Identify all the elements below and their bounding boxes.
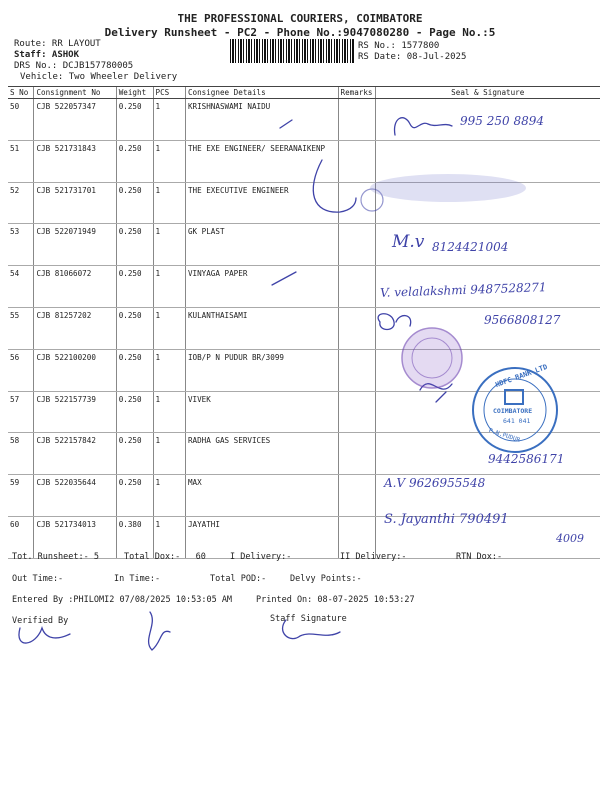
- cell-sno: 60: [8, 516, 34, 558]
- col-signature: Seal & Signature: [375, 87, 600, 99]
- tick-mark-row54: [272, 272, 296, 285]
- handwriting-row55: 9566808127: [484, 313, 561, 327]
- handwriting-row54: V. velalakshmi 9487528271: [379, 280, 547, 300]
- cell-consignee: JAYATHI: [185, 516, 338, 558]
- smudged-stamp-row52: [361, 174, 526, 211]
- staff-label: Staff: ASHOK: [14, 50, 80, 60]
- cell-consignee: IOB/P N PUDUR BR/3099: [185, 349, 338, 391]
- cell-pcs: 1: [153, 391, 185, 433]
- cell-pcs: 1: [153, 99, 185, 141]
- cell-pcs: 1: [153, 182, 185, 224]
- cell-sno: 58: [8, 433, 34, 475]
- cell-consignee: KRISHNASWAMI NAIDU: [185, 99, 338, 141]
- cell-consignee: MAX: [185, 475, 338, 517]
- stamp-top-text: HDFC BANK LTD: [494, 362, 549, 390]
- cell-consignee: THE EXE ENGINEER/ SEERANAIKENP: [185, 140, 338, 182]
- cell-weight: 0.250: [116, 182, 153, 224]
- cell-sno: 52: [8, 182, 34, 224]
- entered-by: Entered By :PHILOMI2 07/08/2025 10:53:05 AM: [12, 595, 233, 605]
- stamp-bottom-text: P.N.PUDUR: [487, 427, 521, 444]
- cell-pcs: 1: [153, 266, 185, 308]
- cell-consignment-no: CJB 522157739: [34, 391, 116, 433]
- cell-sno: 51: [8, 140, 34, 182]
- col-remarks: Remarks: [338, 87, 375, 99]
- cell-weight: 0.250: [116, 433, 153, 475]
- stamp-pin: 641 041: [503, 417, 531, 425]
- cell-pcs: 1: [153, 516, 185, 558]
- tick-mark-row50: [280, 120, 292, 128]
- cell-sno: 59: [8, 475, 34, 517]
- handwriting-row53-initials: M.v: [392, 232, 425, 252]
- col-sno: S No: [8, 87, 34, 99]
- cell-consignment-no: CJB 522100200: [34, 349, 116, 391]
- vehicle-label: Vehicle: Two Wheeler Delivery: [20, 72, 178, 82]
- cell-pcs: 1: [153, 224, 185, 266]
- cell-sno: 53: [8, 224, 34, 266]
- handwriting-row59: A.V 9626955548: [384, 476, 486, 490]
- handwriting-row50: 995 250 8894: [460, 114, 544, 128]
- cell-weight: 0.250: [116, 140, 153, 182]
- cell-sno: 54: [8, 266, 34, 308]
- cell-sno: 56: [8, 349, 34, 391]
- rs-number: RS No.: 1577800: [358, 41, 440, 51]
- cell-pcs: 1: [153, 140, 185, 182]
- company-title: THE PROFESSIONAL COURIERS, COIMBATORE: [177, 12, 423, 25]
- col-weight: Weight: [116, 87, 153, 99]
- cell-sno: 57: [8, 391, 34, 433]
- handwriting-row58: 9442586171: [488, 452, 565, 466]
- verified-by-label: Verified By: [12, 616, 69, 626]
- delivery-points: Delvy Points:-: [290, 574, 362, 584]
- cell-consignee: THE EXECUTIVE ENGINEER: [185, 182, 338, 224]
- cell-consignee: VIVEK: [185, 391, 338, 433]
- verified-signature-2: [149, 612, 170, 650]
- cell-consignment-no: CJB 81066072: [34, 266, 116, 308]
- runsheet-subtitle: Delivery Runsheet - PC2 - Phone No.:9047080280 - Page No.:5: [104, 26, 496, 39]
- cell-weight: 0.250: [116, 266, 153, 308]
- cell-consignment-no: CJB 521731701: [34, 182, 116, 224]
- i-delivery: I Delivery:-: [230, 552, 292, 562]
- out-time: Out Time:-: [12, 574, 64, 584]
- cell-consignment-no: CJB 521734013: [34, 516, 116, 558]
- cell-consignee: RADHA GAS SERVICES: [185, 433, 338, 475]
- col-consignment: Consignment No: [34, 87, 116, 99]
- cell-weight: 0.250: [116, 475, 153, 517]
- round-stamp-row56: [402, 328, 462, 388]
- signature-row50: [395, 118, 452, 135]
- cell-consignee: KULANTHAISAMI: [185, 307, 338, 349]
- handwriting-row53-phone: 8124421004: [432, 240, 509, 254]
- total-runsheet: Tot. Runsheet:- 5: [12, 552, 99, 562]
- cell-consignment-no: CJB 521731843: [34, 140, 116, 182]
- cell-consignee: GK PLAST: [185, 224, 338, 266]
- cell-pcs: 1: [153, 433, 185, 475]
- cell-consignment-no: CJB 522071949: [34, 224, 116, 266]
- handwriting-row60-cont: 4009: [556, 532, 584, 545]
- cell-consignment-no: CJB 522057347: [34, 99, 116, 141]
- drs-number: DRS No.: DCJB157780005: [14, 61, 134, 71]
- cell-weight: 0.250: [116, 99, 153, 141]
- cell-pcs: 1: [153, 349, 185, 391]
- in-time: In Time:-: [114, 574, 161, 584]
- rs-date: RS Date: 08-Jul-2025: [358, 52, 467, 62]
- staff-signature-label: Staff Signature: [270, 614, 347, 624]
- cell-weight: 0.380: [116, 516, 153, 558]
- verified-signature-1: [19, 628, 70, 643]
- cell-sno: 55: [8, 307, 34, 349]
- cell-consignment-no: CJB 81257202: [34, 307, 116, 349]
- col-pcs: PCS: [153, 87, 185, 99]
- handwriting-row60: S. Jayanthi 790491: [384, 512, 509, 527]
- cell-pcs: 1: [153, 475, 185, 517]
- rtn-dox: RTN Dox:-: [456, 552, 503, 562]
- bank-logo-icon: [505, 390, 523, 404]
- cell-sno: 50: [8, 99, 34, 141]
- cell-weight: 0.250: [116, 224, 153, 266]
- cell-weight: 0.250: [116, 307, 153, 349]
- ii-delivery: II Delivery:-: [340, 552, 407, 562]
- col-consignee: Consignee Details: [185, 87, 338, 99]
- stamp-city: COIMBATORE: [493, 407, 533, 415]
- total-dox: Total Dox:- 60: [124, 552, 206, 562]
- printed-on: Printed On: 08-07-2025 10:53:27: [256, 595, 415, 605]
- route-label: Route: RR LAYOUT: [14, 39, 101, 49]
- cell-pcs: 1: [153, 307, 185, 349]
- signature-row55: [378, 314, 411, 330]
- tick-mark-row52: [313, 160, 356, 212]
- cell-consignee: VINYAGA PAPER: [185, 266, 338, 308]
- cell-weight: 0.250: [116, 391, 153, 433]
- cell-weight: 0.250: [116, 349, 153, 391]
- cell-consignment-no: CJB 522035644: [34, 475, 116, 517]
- cell-consignment-no: CJB 522157842: [34, 433, 116, 475]
- total-pod: Total POD:-: [210, 574, 267, 584]
